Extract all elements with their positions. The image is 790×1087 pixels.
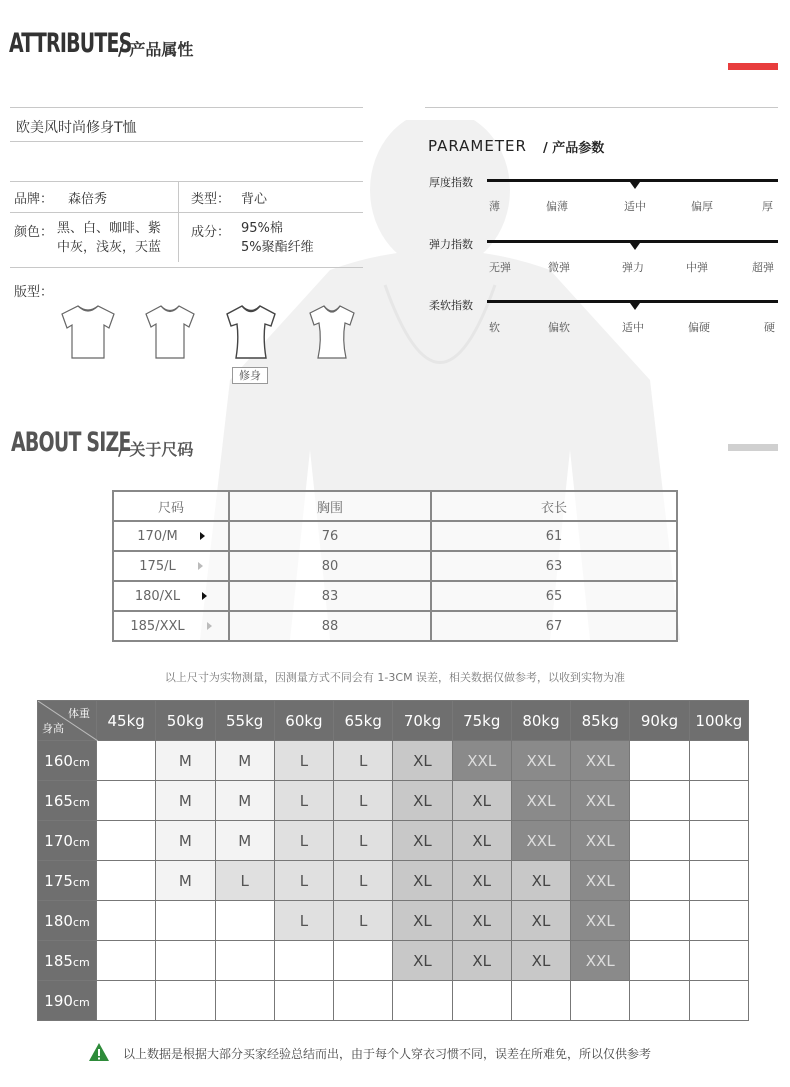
chest-cell: 83: [229, 581, 431, 611]
size-recommendation-cell: L: [334, 861, 393, 901]
about-size-subheading: / 关于尺码: [118, 440, 194, 459]
size-recommendation-cell: XXL: [511, 781, 570, 821]
size-recommendation-cell: L: [334, 781, 393, 821]
size-cell: 180/XL: [134, 588, 181, 604]
height-value: 185: [44, 951, 73, 970]
size-recommendation-cell: [97, 941, 156, 981]
thickness-marker: [630, 182, 640, 189]
table-header-row: [113, 491, 677, 521]
divider: [425, 107, 778, 108]
elasticity-tick: 超弹: [752, 261, 774, 274]
size-recommendation-cell: XL: [511, 901, 570, 941]
chest-cell: 80: [229, 551, 431, 581]
weight-header-cell: 80kg: [511, 701, 570, 741]
table-row: [113, 521, 677, 551]
size-measurement-table: [112, 490, 678, 642]
thickness-tick: 偏薄: [546, 200, 568, 213]
size-recommendation-cell: M: [215, 781, 274, 821]
weight-header-cell: 60kg: [274, 701, 333, 741]
size-recommendation-cell: [571, 981, 630, 1021]
weight-header-cell: 85kg: [571, 701, 630, 741]
material-value-line1: 95%棉: [241, 221, 283, 236]
weight-header-cell: 45kg: [97, 701, 156, 741]
height-unit: cm: [72, 995, 90, 1009]
height-unit: cm: [72, 755, 90, 769]
corner-weight-label: 体重: [68, 707, 90, 720]
weight-header-cell: 50kg: [156, 701, 215, 741]
thickness-tick: 薄: [489, 200, 500, 213]
brand-label: 品牌：: [14, 192, 54, 207]
tshirt-regular-icon: [142, 302, 198, 362]
height-header-cell: [38, 981, 97, 1021]
height-value: 160: [44, 751, 73, 770]
chest-cell: 76: [229, 521, 431, 551]
height-header-cell: [38, 901, 97, 941]
size-recommendation-cell: [630, 981, 689, 1021]
size-recommendation-cell: XL: [393, 741, 452, 781]
brand-value: 森倍秀: [68, 192, 108, 207]
measurement-note: 以上尺寸为实物测量，因测量方式不同会有 1-3CM 误差，相关数据仅做参考，以收到实物为准: [164, 671, 626, 684]
size-recommendation-cell: [97, 901, 156, 941]
size-recommendation-cell: L: [215, 861, 274, 901]
chest-cell: 88: [229, 611, 431, 641]
size-recommendation-cell: [97, 821, 156, 861]
size-recommendation-cell: [689, 981, 748, 1021]
weight-header-cell: 75kg: [452, 701, 511, 741]
size-recommendation-cell: XL: [393, 821, 452, 861]
size-recommendation-cell: XXL: [571, 861, 630, 901]
divider: [10, 107, 363, 108]
elasticity-tick: 微弹: [548, 261, 570, 274]
size-recommendation-cell: M: [156, 741, 215, 781]
material-value-line2: 5%聚酯纤维: [241, 240, 314, 255]
divider: [10, 267, 363, 268]
size-recommendation-cell: XL: [393, 941, 452, 981]
weight-header-cell: 70kg: [393, 701, 452, 741]
size-recommendation-cell: L: [334, 901, 393, 941]
length-cell: 63: [431, 551, 677, 581]
size-recommendation-cell: XXL: [571, 821, 630, 861]
height-value: 175: [44, 871, 73, 890]
material-label: 成分：: [191, 225, 231, 240]
height-unit: cm: [72, 795, 90, 809]
chart-row: [38, 981, 749, 1021]
size-recommendation-cell: [97, 741, 156, 781]
size-recommendation-cell: [334, 981, 393, 1021]
table-row: [113, 581, 677, 611]
color-label: 颜色：: [14, 225, 54, 240]
size-recommendation-cell: [393, 981, 452, 1021]
attributes-heading: ATTRIBUTES: [9, 28, 132, 59]
size-recommendation-cell: XL: [452, 781, 511, 821]
size-recommendation-cell: L: [274, 741, 333, 781]
chart-row: [38, 901, 749, 941]
size-recommendation-cell: M: [156, 861, 215, 901]
size-cell: 185/XXL: [130, 618, 185, 634]
arrow-right-icon: [207, 622, 212, 630]
fit-label: 版型：: [14, 285, 54, 300]
size-recommendation-cell: XL: [452, 861, 511, 901]
chart-row: [38, 861, 749, 901]
chart-row: [38, 941, 749, 981]
parameter-subheading: / 产品参数: [543, 141, 605, 156]
size-recommendation-cell: [156, 941, 215, 981]
elasticity-tick: 中弹: [686, 261, 708, 274]
size-recommendation-cell: [630, 941, 689, 981]
chart-row: [38, 781, 749, 821]
height-header-cell: [38, 861, 97, 901]
size-recommendation-cell: XXL: [571, 741, 630, 781]
size-recommendation-cell: [630, 861, 689, 901]
softness-marker: [630, 303, 640, 310]
arrow-right-icon: [200, 532, 205, 540]
size-recommendation-cell: XL: [452, 821, 511, 861]
elasticity-tick: 无弹: [489, 261, 511, 274]
softness-label: 柔软指数: [429, 299, 473, 312]
height-value: 165: [44, 791, 73, 810]
height-weight-size-chart: [37, 700, 749, 1021]
size-recommendation-cell: [689, 941, 748, 981]
size-cell: 175/L: [139, 558, 176, 574]
thickness-tick: 适中: [624, 200, 646, 213]
size-recommendation-cell: [511, 981, 570, 1021]
size-recommendation-cell: XXL: [571, 901, 630, 941]
height-unit: cm: [72, 955, 90, 969]
softness-tick: 偏软: [548, 321, 570, 334]
corner-height-label: 身高: [42, 722, 64, 735]
height-header-cell: [38, 821, 97, 861]
softness-tick: 软: [489, 321, 500, 334]
size-recommendation-cell: L: [274, 781, 333, 821]
weight-header-cell: 100kg: [689, 701, 748, 741]
header-length: 衣长: [431, 491, 677, 521]
size-recommendation-cell: [689, 901, 748, 941]
weight-header-cell: 55kg: [215, 701, 274, 741]
divider: [10, 181, 363, 182]
size-recommendation-cell: XL: [452, 901, 511, 941]
size-recommendation-cell: XXL: [452, 741, 511, 781]
size-recommendation-cell: XL: [393, 781, 452, 821]
warning-icon: [88, 1042, 110, 1062]
color-value-line2: 中灰，浅灰，天蓝: [57, 240, 162, 255]
height-value: 170: [44, 831, 73, 850]
size-recommendation-cell: [215, 901, 274, 941]
weight-header-cell: 90kg: [630, 701, 689, 741]
size-recommendation-cell: [215, 941, 274, 981]
size-recommendation-cell: [274, 941, 333, 981]
size-recommendation-cell: L: [274, 861, 333, 901]
chart-corner-cell: [38, 701, 97, 741]
attributes-subheading: / 产品属性: [118, 40, 194, 59]
size-recommendation-cell: [97, 861, 156, 901]
height-value: 190: [44, 991, 73, 1010]
size-recommendation-cell: M: [156, 821, 215, 861]
size-recommendation-cell: M: [156, 781, 215, 821]
size-recommendation-cell: M: [215, 741, 274, 781]
size-cell: 170/M: [137, 528, 178, 544]
tshirt-slim-icon: [223, 302, 279, 362]
accent-bar: [728, 63, 778, 70]
length-cell: 65: [431, 581, 677, 611]
color-value-line1: 黑、白、咖啡、紫: [57, 221, 162, 236]
thickness-tick: 厚: [762, 200, 773, 213]
elasticity-tick: 弹力: [622, 261, 644, 274]
elasticity-label: 弹力指数: [429, 238, 473, 251]
softness-tick: 适中: [622, 321, 644, 334]
table-row: [113, 551, 677, 581]
type-label: 类型：: [191, 192, 231, 207]
thickness-tick: 偏厚: [691, 200, 713, 213]
size-recommendation-cell: XL: [393, 861, 452, 901]
size-recommendation-cell: L: [274, 821, 333, 861]
table-row: [113, 611, 677, 641]
divider: [10, 141, 363, 142]
size-recommendation-cell: XXL: [511, 821, 570, 861]
size-recommendation-cell: [97, 981, 156, 1021]
header-size: 尺码: [113, 491, 229, 521]
about-size-heading: ABOUT SIZE: [11, 427, 131, 458]
size-recommendation-cell: XL: [511, 861, 570, 901]
size-recommendation-cell: [452, 981, 511, 1021]
size-recommendation-cell: [334, 941, 393, 981]
size-recommendation-cell: [689, 861, 748, 901]
chart-row: [38, 741, 749, 781]
divider: [10, 212, 363, 213]
size-recommendation-cell: XL: [511, 941, 570, 981]
size-recommendation-cell: [156, 981, 215, 1021]
size-recommendation-cell: L: [334, 821, 393, 861]
size-recommendation-cell: [689, 781, 748, 821]
size-recommendation-cell: [630, 821, 689, 861]
size-recommendation-cell: [630, 781, 689, 821]
softness-tick: 硬: [764, 321, 775, 334]
size-recommendation-cell: XXL: [511, 741, 570, 781]
size-recommendation-cell: [156, 901, 215, 941]
fit-selected-tag: 修身: [232, 367, 268, 384]
size-recommendation-cell: XXL: [571, 941, 630, 981]
softness-tick: 偏硬: [688, 321, 710, 334]
thickness-label: 厚度指数: [429, 176, 473, 189]
length-cell: 67: [431, 611, 677, 641]
parameter-heading: PARAMETER: [428, 137, 527, 155]
arrow-right-icon: [198, 562, 203, 570]
accent-bar-grey: [728, 444, 778, 451]
height-header-cell: [38, 781, 97, 821]
size-recommendation-cell: [215, 981, 274, 1021]
divider: [178, 182, 179, 262]
height-unit: cm: [72, 915, 90, 929]
header-chest: 胸围: [229, 491, 431, 521]
arrow-right-icon: [202, 592, 207, 600]
fit-chart-note: 以上数据是根据大部分买家经验总结而出，由于每个人穿衣习惯不同，误差在所难免，所以仅供参考: [123, 1047, 652, 1061]
product-name: 欧美风时尚修身T恤: [16, 120, 137, 136]
size-recommendation-cell: [630, 741, 689, 781]
height-unit: cm: [72, 875, 90, 889]
size-recommendation-cell: [689, 821, 748, 861]
size-recommendation-cell: [274, 981, 333, 1021]
chart-row: [38, 821, 749, 861]
size-recommendation-cell: L: [274, 901, 333, 941]
size-recommendation-cell: XL: [393, 901, 452, 941]
size-recommendation-cell: [630, 901, 689, 941]
chart-header-row: [38, 701, 749, 741]
elasticity-marker: [630, 243, 640, 250]
size-recommendation-cell: XXL: [571, 781, 630, 821]
type-value: 背心: [241, 192, 268, 207]
tshirt-fitted-icon: [304, 302, 360, 362]
size-recommendation-cell: M: [215, 821, 274, 861]
weight-header-cell: 65kg: [334, 701, 393, 741]
height-unit: cm: [72, 835, 90, 849]
size-recommendation-cell: [97, 781, 156, 821]
tshirt-loose-icon: [60, 302, 116, 362]
height-value: 180: [44, 911, 73, 930]
length-cell: 61: [431, 521, 677, 551]
size-recommendation-cell: [689, 741, 748, 781]
size-recommendation-cell: XL: [452, 941, 511, 981]
height-header-cell: [38, 941, 97, 981]
size-recommendation-cell: L: [334, 741, 393, 781]
height-header-cell: [38, 741, 97, 781]
